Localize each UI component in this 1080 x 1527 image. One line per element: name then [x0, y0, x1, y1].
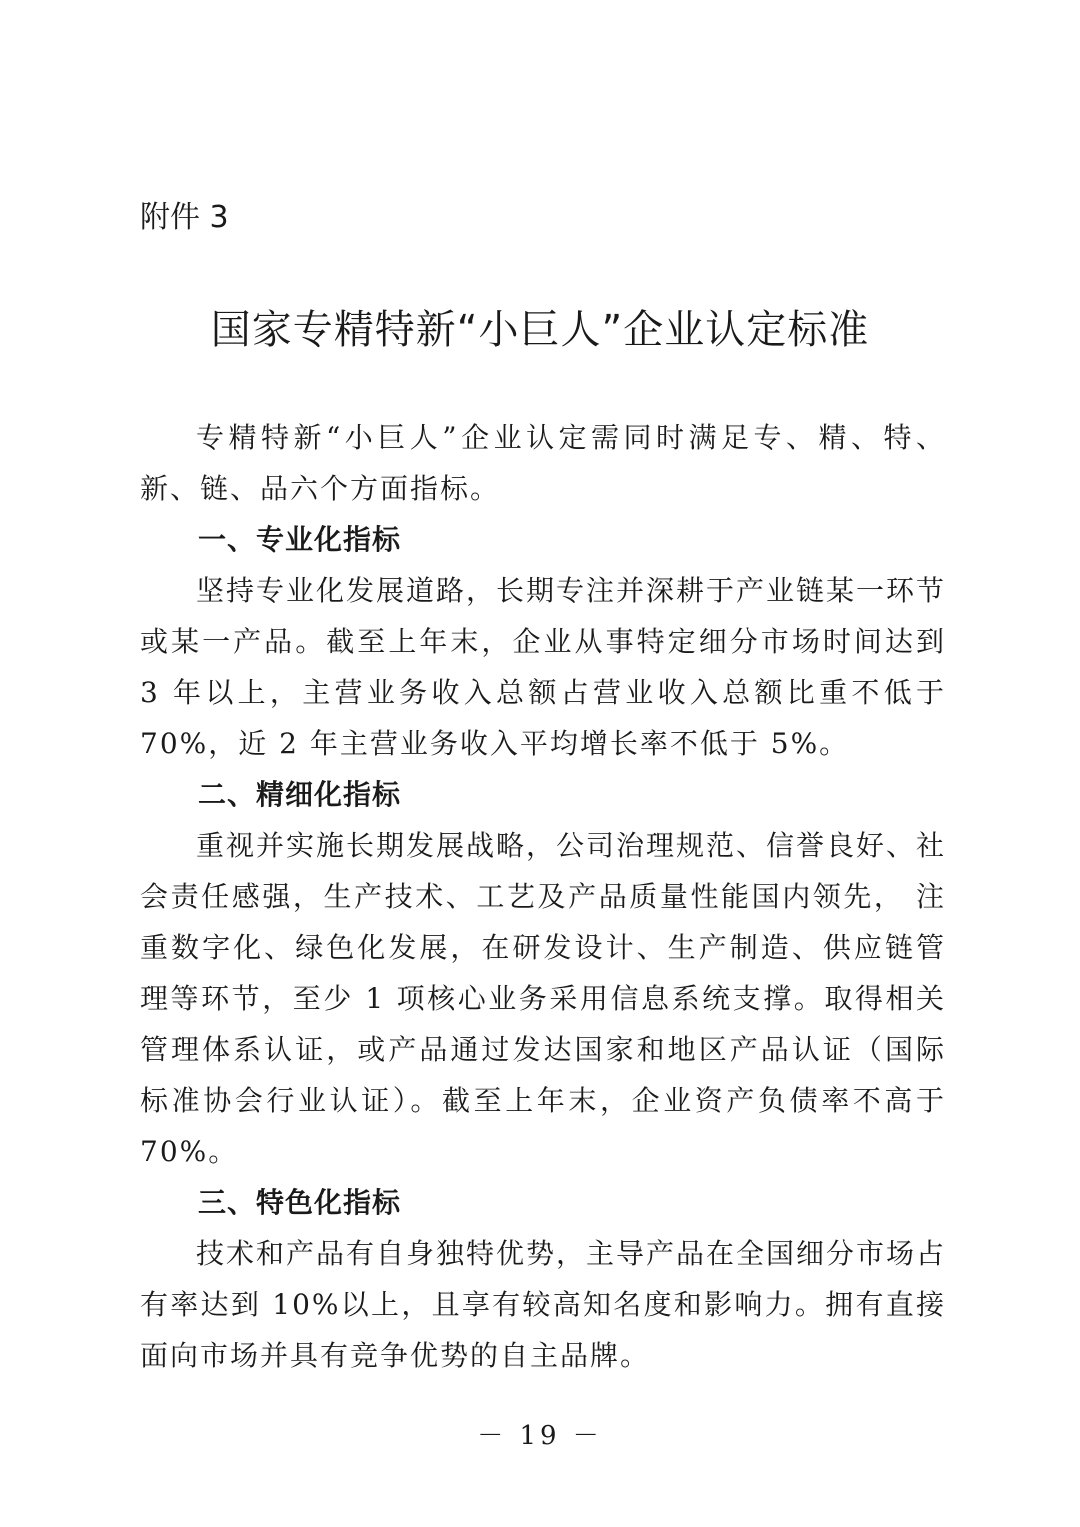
intro-paragraph: 专精特新“小巨人”企业认定需同时满足专、精、特、新、链、品六个方面指标。 — [140, 421, 946, 505]
document-body — [140, 412, 946, 1381]
section-body-refinement: 重视并实施长期发展战略，公司治理规范、信誉良好、社会责任感强，生产技术、工艺及产品质量性能国内领先， 注重数字化、绿色化发展，在研发设计、生产制造、供应链管理等环节，至少 1 项核心业务采用信息系统支撑。取得相关管理体系认证，或产品通过发达国家和地区产品认证（国际标准协会行业认证）。截至上年末，企业资产负债率不高于 70%。 — [140, 829, 947, 1168]
attachment-label: 附件 3 — [140, 200, 229, 235]
page-number: － 19 － — [477, 1421, 603, 1451]
section-heading-distinctiveness: 三、特色化指标 — [198, 1186, 402, 1219]
section-body-specialization: 坚持专业化发展道路，长期专注并深耕于产业链某一环节或某一产品。截至上年末，企业从事特定细分市场时间达到 3 年以上，主营业务收入总额占营业收入总额比重不低于 70%，近 2 年主营业务收入平均增长率不低于 5%。 — [140, 574, 947, 760]
document-title: 国家专精特新“小巨人”企业认定标准 — [210, 307, 870, 353]
section-heading-specialization: 一、专业化指标 — [198, 523, 402, 556]
section-body-distinctiveness: 技术和产品有自身独特优势，主导产品在全国细分市场占有率达到 10%以上，且享有较高知名度和影响力。拥有直接面向市场并具有竞争优势的自主品牌。 — [140, 1237, 947, 1372]
section-heading-refinement: 二、精细化指标 — [198, 778, 402, 811]
